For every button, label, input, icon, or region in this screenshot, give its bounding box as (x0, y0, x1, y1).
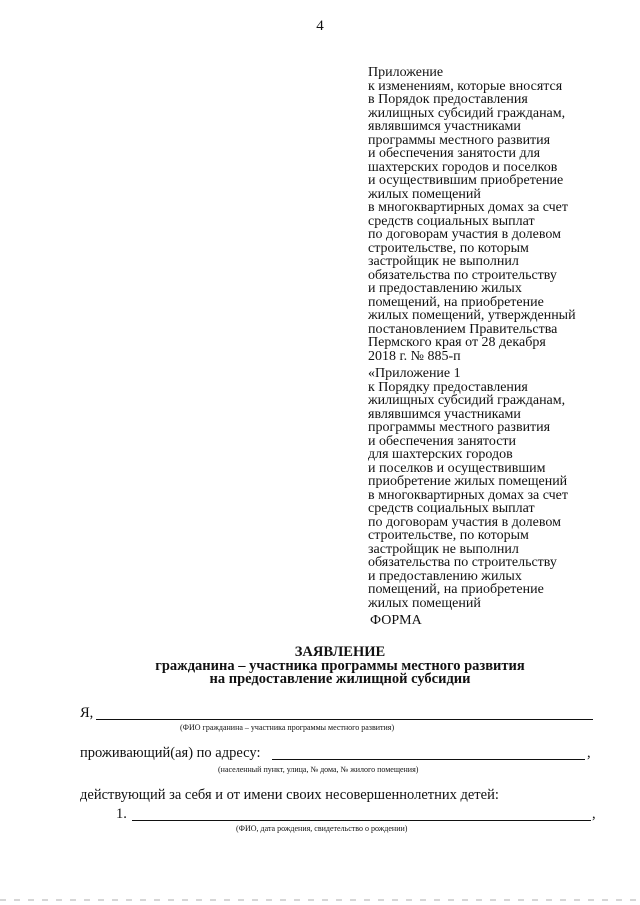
appendix-1-line: для шахтерских городов (368, 447, 513, 462)
address-label: проживающий(ая) по адресу: (80, 745, 261, 761)
address-comma: , (587, 745, 591, 761)
title-main: ЗАЯВЛЕНИЕ (294, 644, 386, 660)
appendix-1-line: помещений, на приобретение (368, 582, 544, 597)
appendix-1-line: и предоставлению жилых (368, 568, 522, 584)
appendix-header-line: по договорам участия в долевом (368, 227, 561, 242)
appendix-1-line: в многоквартирных домах за счет (368, 487, 569, 503)
appendix-1-line: приобретение жилых помещений (368, 474, 568, 489)
form-label: ФОРМА (370, 613, 422, 628)
appendix-1-line: программы местного развития (368, 420, 551, 435)
title-subtitle-2: на предоставление жилищной субсидии (209, 671, 471, 687)
title-subtitle-1: гражданина – участника программы местного развития (155, 657, 525, 674)
appendix-header-line: Приложение (368, 65, 444, 80)
applicant-label: Я, (80, 705, 94, 721)
child-number: 1. (116, 806, 127, 822)
appendix-header-line: и осуществившим приобретение (368, 173, 564, 188)
applicant-name-field[interactable] (96, 719, 593, 720)
appendix-header-line: строительстве, по которым (368, 240, 529, 256)
appendix-1-line: строительстве, по которым (368, 528, 529, 543)
address-field[interactable] (272, 759, 585, 760)
appendix-header-line: средств социальных выплат (368, 213, 535, 229)
appendix-header-line: застройщик не выполнил (368, 254, 519, 269)
appendix-1-line: «Приложение 1 (368, 366, 461, 381)
appendix-header-line: обязательства по строительству (368, 267, 557, 283)
applicant-hint: (ФИО гражданина – участника программы местного развития) (180, 723, 395, 732)
appendix-1-line: по договорам участия в долевом (368, 514, 561, 530)
appendix-1-line: к Порядку предоставления (368, 379, 528, 395)
document-title (0, 646, 640, 687)
appendix-header-line: жилищных субсидий гражданам, (368, 105, 566, 121)
child-info-field[interactable] (132, 820, 591, 821)
appendix-1-line: и поселков и осуществившим (368, 460, 546, 476)
appendix-header-line: жилых помещений (368, 186, 481, 202)
appendix-header-line: шахтерских городов и поселков (368, 159, 558, 175)
appendix-1-line: застройщик не выполнил (368, 541, 519, 557)
appendix-header-line: и обеспечения занятости для (368, 146, 541, 161)
child-comma: , (592, 806, 596, 822)
appendix-1-line: жилых помещений (368, 595, 481, 611)
appendix-header-line: постановлением Правительства (368, 321, 558, 337)
child-hint: (ФИО, дата рождения, свидетельство о рождении) (236, 824, 408, 833)
appendix-header-block (368, 66, 638, 363)
page-number: 4 (316, 18, 324, 34)
appendix-1-line: жилищных субсидий гражданам, (368, 393, 566, 408)
appendix-header-line: в многоквартирных домах за счет (368, 200, 569, 215)
address-hint: (населенный пункт, улица, № дома, № жилого помещения) (218, 765, 419, 774)
appendix-header-line: в Порядок предоставления (368, 92, 528, 107)
appendix-header-line: помещений, на приобретение (368, 294, 544, 310)
appendix-header-line: программы местного развития (368, 132, 551, 148)
children-label: действующий за себя и от имени своих несовершеннолетних детей: (80, 787, 499, 803)
appendix-1-line: являвшимся участниками (368, 406, 521, 422)
appendix-header-line: и предоставлению жилых (368, 281, 522, 296)
appendix-header-line: к изменениям, которые вносятся (368, 78, 563, 94)
appendix-header-line: являвшимся участниками (368, 119, 521, 134)
appendix-header-line: 2018 г. № 885-п (368, 348, 461, 364)
appendix-1-line: средств социальных выплат (368, 501, 535, 516)
appendix-1-line: и обеспечения занятости (368, 433, 517, 449)
appendix-1-line: обязательства по строительству (368, 555, 557, 570)
appendix-1-block (368, 367, 638, 610)
appendix-header-line: жилых помещений, утвержденный (368, 308, 576, 323)
appendix-header-line: Пермского края от 28 декабря (368, 335, 546, 350)
scan-edge-artifact (0, 899, 640, 901)
